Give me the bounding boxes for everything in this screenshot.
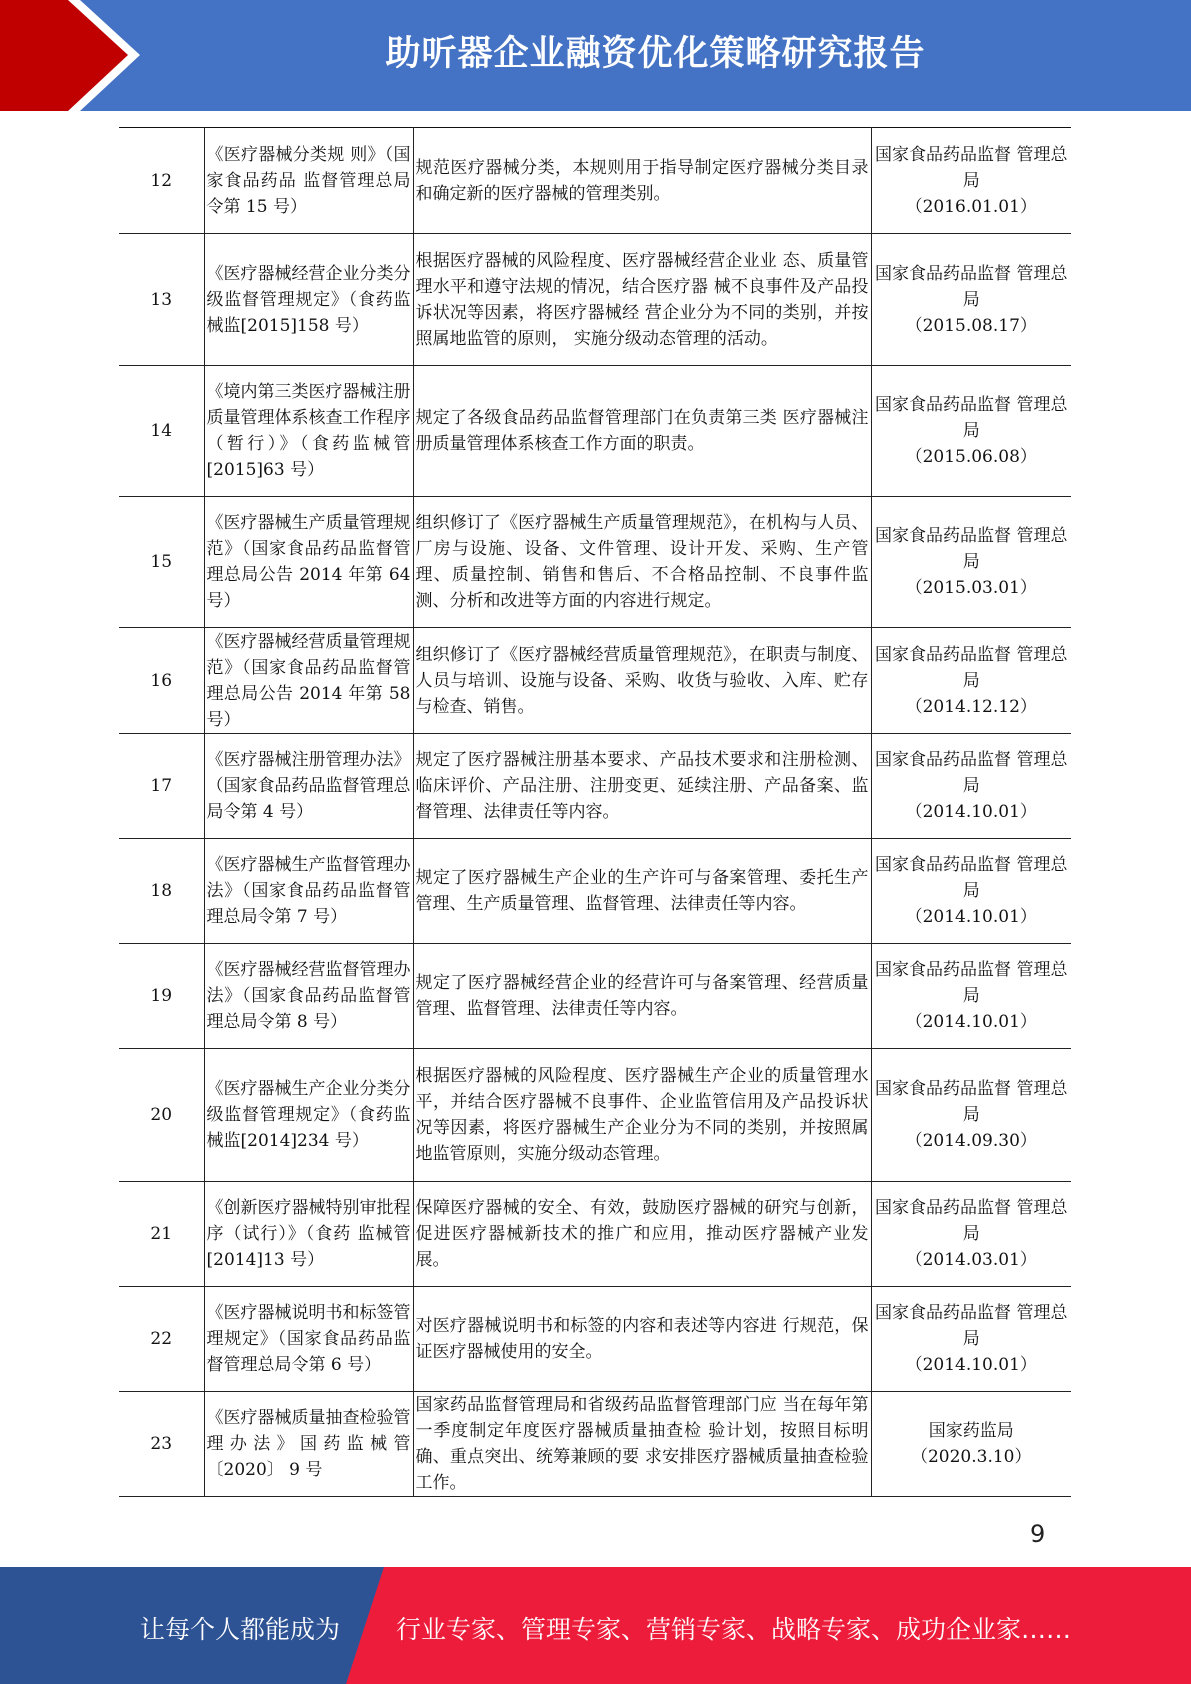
regulation-description: 对医疗器械说明书和标签的内容和表述等内容进 行规范，保证医疗器械使用的安全。 [413,1287,871,1392]
effective-date: （2014.10.01） [905,1012,1037,1032]
regulation-name: 《医疗器械生产监督管理办法》（国家食品药品监督管理总局令第 7 号） [204,839,413,944]
footer-slogan-right: 行业专家、管理专家、营销专家、战略专家、成功企业家…… [396,1615,1072,1644]
issuer-name: 国家食品药品监督 管理总局 [875,144,1068,191]
table-row [119,128,1071,234]
effective-date: （2014.10.01） [905,1355,1037,1375]
effective-date: （2015.06.08） [905,447,1037,467]
regulation-description: 国家药品监督管理局和省级药品监督管理部门应 当在每年第一季度制定年度医疗器械质量抽查检 验计划，按照目标明确、重点突出、统筹兼顾的要 求安排医疗器械质量抽查检验工作。 [413,1392,871,1497]
footer-banner [0,1567,1191,1684]
row-number: 14 [119,366,204,497]
regulations-table [119,127,1071,1497]
issuer-cell [871,1287,1071,1392]
regulation-name: 《医疗器械分类规 则》（国家食品药品 监督管理总局令第 15 号） [204,128,413,234]
table-row [119,944,1071,1049]
regulation-description: 组织修订了《医疗器械生产质量管理规范》，在机构与人员、厂房与设施、设备、文件管理、设计开发、采购、生产管理、质量控制、销售和售后、不合格品控制、不良事件监测、分析和改进等方面的内容进行规定。 [413,497,871,628]
regulation-description: 根据医疗器械的风险程度、医疗器械经营企业业 态、质量管理水平和遵守法规的情况，结合医疗器 械不良事件及产品投诉状况等因素，将医疗器械经 营企业分为不同的类别，并按照属地监管的原则， 实施分级动态管理的活动。 [413,234,871,366]
issuer-cell [871,628,1071,734]
table-row [119,628,1071,734]
effective-date: （2014.10.01） [905,907,1037,927]
regulation-name: 《医疗器械经营质量管理规范》（国家食品药品监督管理总局公告 2014 年第 58 号） [204,628,413,734]
row-number: 20 [119,1049,204,1182]
effective-date: （2016.01.01） [905,196,1037,217]
regulation-name: 《创新医疗器械特别审批程序（试行）》（食药 监械管[2014]13 号） [204,1182,413,1287]
regulation-name: 《医疗器械经营监督管理办法》（国家食品药品监督管理总局令第 8 号） [204,944,413,1049]
regulation-name: 《医疗器械说明书和标签管理规定》（国家食品药品监督管理总局令第 6 号） [204,1287,413,1392]
row-number: 22 [119,1287,204,1392]
regulation-name: 《医疗器械注册管理办法》（国家食品药品监督管理总局令第 4 号） [204,734,413,839]
regulation-description: 组织修订了《医疗器械经营质量管理规范》，在职责与制度、人员与培训、设施与设备、采购、收货与验收、入库、贮存与检查、销售。 [413,628,871,734]
row-number: 21 [119,1182,204,1287]
page-title: 助听器企业融资优化策略研究报告 [385,34,926,74]
header-banner [0,0,1191,111]
regulation-name: 《境内第三类医疗器械注册质量管理体系核查工作程序（暂行）》（食药监械管[2015]63 号） [204,366,413,497]
issuer-name: 国家食品药品监督 管理总局 [875,1303,1068,1349]
issuer-name: 国家食品药品监督 管理总局 [875,395,1068,441]
row-number: 16 [119,628,204,734]
table-row [119,234,1071,366]
regulation-description: 规定了医疗器械注册基本要求、产品技术要求和注册检测、临床评价、产品注册、注册变更、延续注册、产品备案、监督管理、法律责任等内容。 [413,734,871,839]
regulation-description: 规范医疗器械分类，本规则用于指导制定医疗器械分类目录和确定新的医疗器械的管理类别。 [413,128,871,234]
issuer-cell [871,1049,1071,1182]
row-number: 12 [119,128,204,234]
table-row [119,1049,1071,1182]
regulation-description: 根据医疗器械的风险程度、医疗器械生产企业的质量管理水平，并结合医疗器械不良事件、企业监管信用及产品投诉状况等因素，将医疗器械生产企业分为不同的类别，并按照属地监管原则，实施分级动态管理。 [413,1049,871,1182]
issuer-name: 国家食品药品监督 管理总局 [875,750,1068,796]
effective-date: （2014.10.01） [905,802,1037,822]
issuer-cell [871,128,1071,234]
regulation-description: 规定了医疗器械生产企业的生产许可与备案管理、委托生产管理、生产质量管理、监督管理、法律责任等内容。 [413,839,871,944]
table-row [119,366,1071,497]
issuer-cell [871,944,1071,1049]
issuer-name: 国家药监局 [928,1421,1014,1441]
effective-date: （2014.12.12） [905,696,1037,717]
regulation-description: 规定了各级食品药品监督管理部门在负责第三类 医疗器械注册质量管理体系核查工作方面的职责。 [413,366,871,497]
table-row [119,1392,1071,1497]
issuer-name: 国家食品药品监督 管理总局 [875,855,1068,901]
effective-date: （2015.08.17） [905,315,1037,336]
issuer-name: 国家食品药品监督 管理总局 [875,960,1068,1006]
page-number: 9 [1030,1520,1046,1548]
table-row [119,1182,1071,1287]
regulation-description: 规定了医疗器械经营企业的经营许可与备案管理、经营质量管理、监督管理、法律责任等内容。 [413,944,871,1049]
footer-slogan-left: 让每个人都能成为 [140,1615,341,1644]
effective-date: （2014.03.01） [905,1250,1037,1270]
issuer-cell [871,734,1071,839]
table-row [119,839,1071,944]
issuer-cell [871,839,1071,944]
issuer-name: 国家食品药品监督 管理总局 [875,263,1068,310]
row-number: 15 [119,497,204,628]
table-row [119,1287,1071,1392]
issuer-name: 国家食品药品监督 管理总局 [875,526,1068,572]
regulation-name: 《医疗器械经营企业分类分级监督管理规定》（食药监械监[2015]158 号） [204,234,413,366]
effective-date: （2014.09.30） [905,1131,1037,1151]
row-number: 13 [119,234,204,366]
regulation-name: 《医疗器械生产企业分类分级监督管理规定》（食药监械监[2014]234 号） [204,1049,413,1182]
row-number: 18 [119,839,204,944]
issuer-cell [871,1392,1071,1497]
regulation-name: 《医疗器械生产质量管理规范》（国家食品药品监督管理总局公告 2014 年第 64 号） [204,497,413,628]
effective-date: （2020.3.10） [910,1447,1032,1467]
table-row [119,734,1071,839]
issuer-name: 国家食品药品监督 管理总局 [875,1079,1068,1125]
issuer-name: 国家食品药品监督 管理总局 [875,1198,1068,1244]
issuer-cell [871,497,1071,628]
issuer-cell [871,1182,1071,1287]
issuer-cell [871,366,1071,497]
row-number: 19 [119,944,204,1049]
issuer-name: 国家食品药品监督 管理总局 [875,644,1068,691]
row-number: 17 [119,734,204,839]
effective-date: （2015.03.01） [905,578,1037,598]
issuer-cell [871,234,1071,366]
row-number: 23 [119,1392,204,1497]
regulation-description: 保障医疗器械的安全、有效，鼓励医疗器械的研究与创新，促进医疗器械新技术的推广和应用，推动医疗器械产业发展。 [413,1182,871,1287]
table-row [119,497,1071,628]
regulation-name: 《医疗器械质量抽查检验管理办法》国药监械管〔2020〕 9 号 [204,1392,413,1497]
